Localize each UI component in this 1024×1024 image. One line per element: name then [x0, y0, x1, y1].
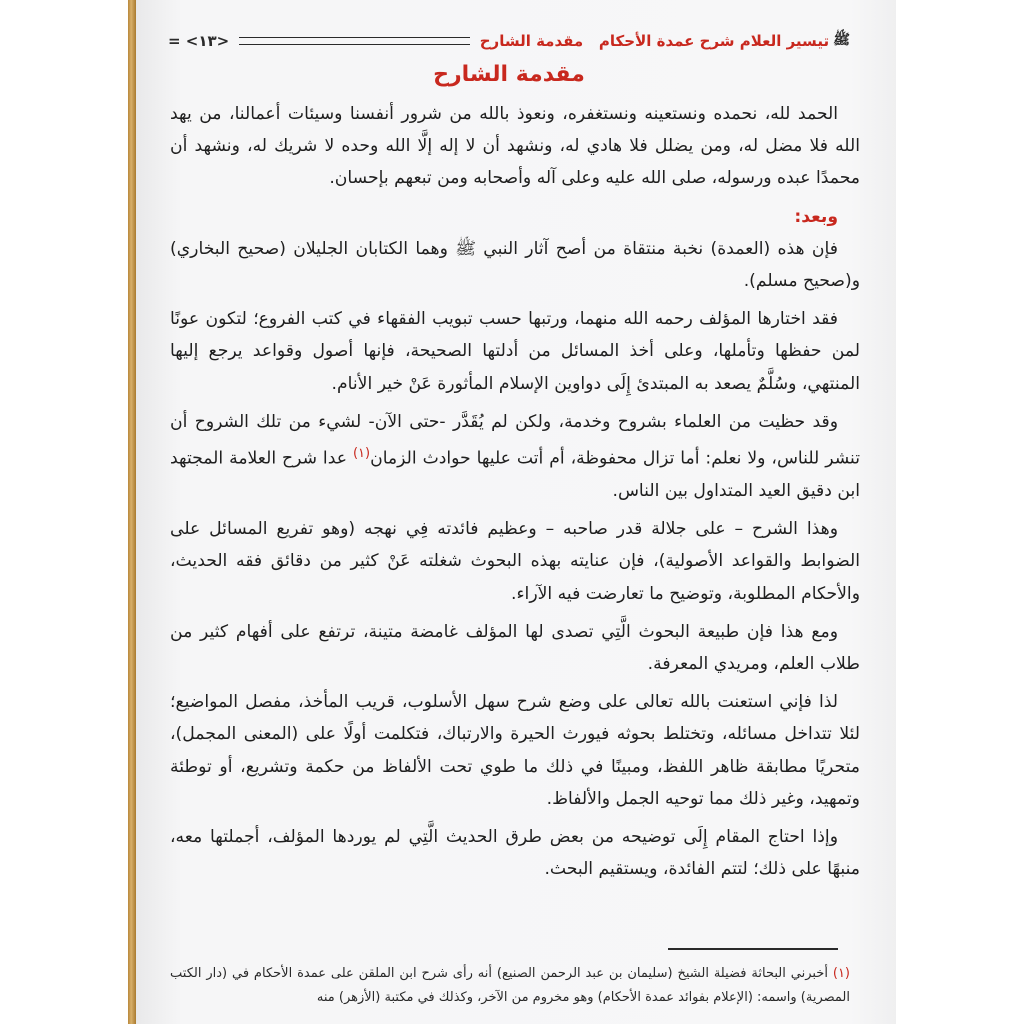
book-title: تيسير العلام شرح عمدة الأحكام: [598, 32, 830, 50]
paragraph-6: ومع هذا فإن طبيعة البحوث الَّتِي تصدى لها المؤلف غامضة متينة، ترتفع على أفهام كثير من طلاب العلم، ومريدي المعرفة.: [170, 621, 860, 674]
paragraph-4: [170, 406, 860, 507]
page-number-value: ١٣: [198, 32, 217, 50]
book-spine: [128, 0, 136, 1024]
chapter-heading: مقدمة الشارح: [433, 62, 585, 87]
paragraph-4-text-end: عدا شرح العلامة المجتهد ابن دقيق العيد المتداول بين الناس.: [170, 448, 860, 501]
wabaad-heading: وبعد:: [794, 206, 838, 227]
body-text: [170, 98, 860, 891]
paragraph-5: وهذا الشرح – على جلالة قدر صاحبه – وعظيم فائدته فِي نهجه (وهو تفريع المسائل على الضوابط والقواعد الأصولية)، فإن عنايته بهذه البحوث شغلته عَنْ كثير من دقائق فقه الحديث، والأحكام المطلوبة، وتوضيح ما تعارضت فيه الآراء.: [170, 519, 860, 604]
footnote-text: أخبرني البحاثة فضيلة الشيخ (سليمان بن عبد الرحمن الصنيع) أنه رأى شرح ابن الملقن على عمدة الأحكام في (دار الكتب المصرية) واسمه: (الإعلام بفوائد عمدة الأحكام) وهو مخروم من الآخر، وكذلك في مكتبة (الأزهر) منه: [170, 966, 850, 1005]
paragraph-1: الحمد لله، نحمده ونستعينه ونستغفره، ونعوذ بالله من شرور أنفسنا وسيئات أعمالنا، من يهد الله فلا مضل له، ومن يضلل فلا هادي له، ونشهد أن لا إله إلَّا الله وحده لا شريك له، ونشهد أن محمدًا عبده ورسوله، صلى الله عليه وعلى آله وأصحابه ومن تبعهم بإحسان.: [170, 104, 860, 189]
footnote: [170, 962, 850, 1010]
running-header-title: [480, 32, 829, 50]
header-rule: [239, 37, 470, 45]
ornament-mark: ﷺ: [833, 32, 850, 48]
footnote-reference[interactable]: (١): [352, 446, 371, 462]
footnote-divider: [668, 948, 838, 950]
running-header: [168, 28, 850, 54]
paragraph-4-text: وقد حظيت من العلماء بشروح وخدمة، ولكن لم يُقَدَّر -حتى الآن- لشيء من تلك الشروح أن تنشر للناس، ولا نعلم: أما تزال محفوظة، أم أتت عليها حوادث الزمان: [170, 411, 860, 469]
background-left: [0, 0, 128, 1024]
section-title: مقدمة الشارح: [479, 32, 584, 50]
paragraph-7: لذا فإني استعنت بالله تعالى على وضع شرح سهل الأسلوب، قريب المأخذ، مفصل المواضيع؛ لئلا تتداخل مسائله، وتختلط بحوثه فيورث الحيرة والارتباك، فتكلمت أولًا على (المعنى المجمل)، متحريًا مطابقة ظاهر اللفظ، ومبينًا في ذلك ما طوي تحت الألفاظ من حكمة وتشريع، أو توطئة وتمهيد، وغير ذلك مما توحيه الجمل والألفاظ.: [170, 692, 860, 809]
paragraph-8: وإذا احتاج المقام إِلَى توضيحه من بعض طرق الحديث الَّتِي لم يوردها المؤلف، أجملتها معه، منبهًا على ذلك؛ لتتم الفائدة، ويستقيم البحث.: [170, 827, 860, 880]
page-number: <١٣> =: [168, 32, 230, 50]
footnote-number: (١): [832, 966, 850, 981]
background-right: [896, 0, 1024, 1024]
paragraph-3: فقد اختارها المؤلف رحمه الله منهما، ورتبها حسب تبويب الفقهاء في كتب الفروع؛ لتكون عونًا لمن حفظها وتأملها، وعلى أخذ المسائل من أدلتها الصحيحة، فإنها أصول وقواعد يرجع إليها المنتهي، وسُلَّمٌ يصعد به المبتدئ إِلَى دواوين الإسلام المأثورة عَنْ خير الأنام.: [170, 309, 860, 394]
paragraph-2: فإن هذه (العمدة) نخبة منتقاة من أصح آثار النبي ﷺ وهما الكتابان الجليلان (صحيح البخاري) و(صحيح مسلم).: [170, 238, 860, 292]
